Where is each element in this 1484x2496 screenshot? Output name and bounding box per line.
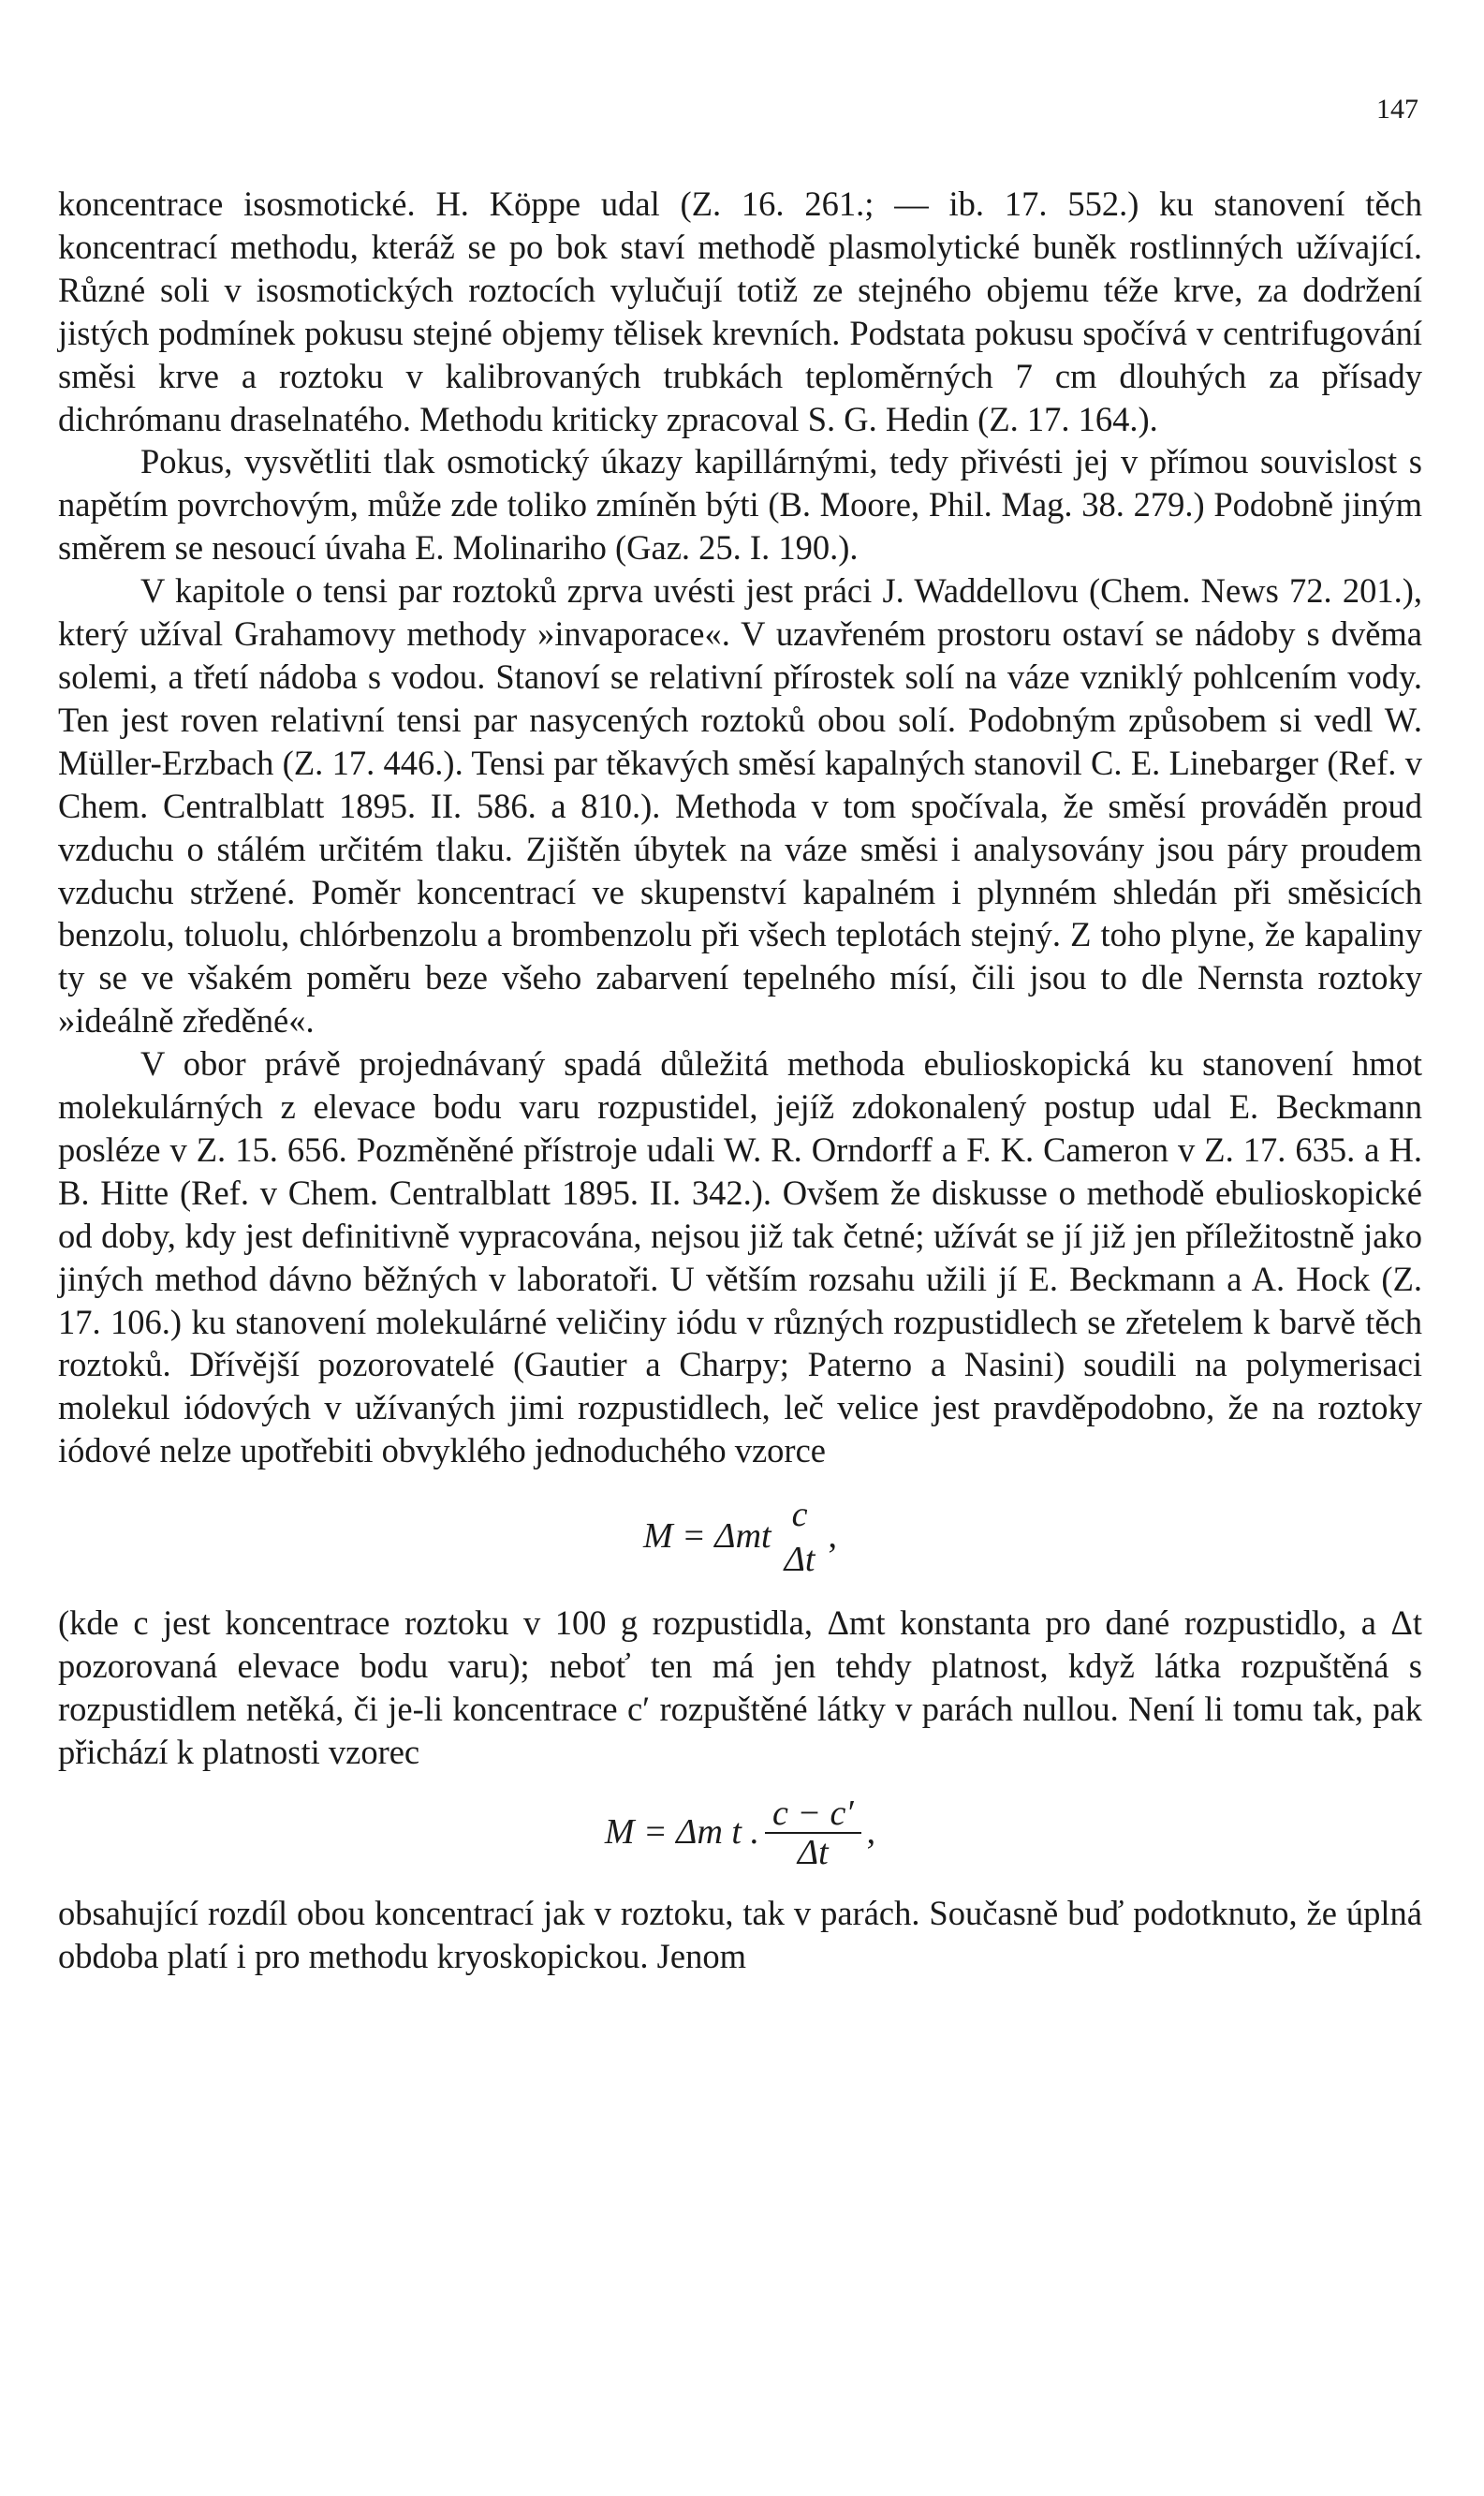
body-text — [58, 183, 1422, 1978]
formula-extended-numerator: c − c′ — [765, 1794, 861, 1834]
paragraph-3: V kapitole o tensi par roztoků zprva uvésti jest práci J. Waddellovu (Chem. News 72. 201.), který užíval Grahamovy methody »invaporace«. V uzavřeném prostoru ostaví se nádoby s dvěma solemi, a třetí nádoba s vodou. Stanoví se relativní přírostek solí na váze vzniklý pohlcením vody. Ten jest roven relativní tensi par nasycených roztoků obou solí. Podobným způsobem si vedl W. Müller-Erzbach (Z. 17. 446.). Tensi par těkavých směsí kapalných stanovil C. E. Linebarger (Ref. v Chem. Centralblatt 1895. II. 586. a 810.). Methoda v tom spočívala, že směsí prováděn proud vzduchu o stálém určitém tlaku. Zjištěn úbytek na váze směsi i analysovány jsou páry proudem vzduchu stržené. Poměr koncentrací ve skupenství kapalném i plynném shledán při směsicích benzolu, toluolu, chlórbenzolu a brombenzolu při všech teplotách stejný. Z toho plyne, že kapaliny ty se ve všakém poměru beze všeho zabarvení tepelného mísí, čili jsou to dle Nernsta roztoky »ideálně zředěné«. — [58, 571, 1422, 1041]
formula-simple — [58, 1472, 1422, 1602]
paragraph-4: V obor právě projednávaný spadá důležitá methoda ebulioskopická ku stanovení hmot molekulárných z elevace bodu varu rozpustidel, jejíž zdokonalený postup udal E. Beckmann posléze v Z. 15. 656. Pozměněné přístroje udali W. R. Orndorff a F. K. Cameron v Z. 17. 635. a H. B. Hitte (Ref. v Chem. Centralblatt 1895. II. 342.). Ovšem že diskusse o methodě ebulioskopické od doby, kdy jest definitivně vypracována, nejsou již tak četné; užívát se jí již jen příležitostně jako jiných method dávno běžných v laboratoři. U větším rozsahu užili jí E. Beckmann a A. Hock (Z. 17. 106.) ku stanovení molekulárné veličiny iódu v různých rozpustidlech se zřetelem k barvě těch roztoků. Dřívější pozorovatelé (Gautier a Charpy; Paterno a Nasini) soudili na polymerisaci molekul iódových v užívaných jimi rozpustidlech, leč velice jest pravděpodobno, že na roztoky iódové nelze upotřebiti obvyklého jednoduchého vzorce — [58, 1044, 1422, 1470]
formula-simple-fraction — [777, 1496, 823, 1578]
paragraph-1: koncentrace isosmotické. H. Köppe udal (Z. 16. 261.; — ib. 17. 552.) ku stanovení těch koncentrací methodu, kteráž se po bok staví methodě plasmolytické buněk rostlinných užívající. Různé soli v isosmotických roztocích vylučují totiž ze stejného objemu téže krve, za dodržení jistých podmínek pokusu stejné objemy tělisek krevních. Podstata pokusu spočívá v centrifugování směsi krve a roztoku v kalibrovaných trubkách teploměrných 7 cm dlouhých za přísady dichrómanu draselnatého. Methodu kriticky zpracoval S. G. Hedin (Z. 17. 164.). — [58, 185, 1422, 438]
formula-extended-denominator: Δt — [797, 1832, 829, 1872]
paragraph-2: Pokus, vysvětliti tlak osmotický úkazy kapillárnými, tedy přivésti jej v přímou souvislost s napětím povrchovým, může zde toliko zmíněn býti (B. Moore, Phil. Mag. 38. 279.) Podobně jiným směrem se nesoucí úvaha E. Molinariho (Gaz. 25. I. 190.). — [58, 442, 1422, 568]
formula-extended — [58, 1774, 1422, 1892]
page-number: 147 — [1376, 94, 1418, 125]
paragraph-6: obsahující rozdíl obou koncentrací jak v roztoku, tak v parách. Současně buď podotknuto, že úplná obdoba platí i pro methodu kryoskopickou. Jenom — [58, 1893, 1422, 1975]
formula-extended-lhs: M = Δm t . — [604, 1811, 759, 1852]
formula-simple-numerator: c — [791, 1495, 808, 1535]
formula-simple-denominator: Δt — [784, 1540, 815, 1580]
formula-extended-trailing: , — [866, 1811, 876, 1852]
paragraph-5: (kde c jest koncentrace roztoku v 100 g rozpustidla, Δmt konstanta pro dané rozpustidlo, a Δt pozorovaná elevace bodu varu); neboť ten má jen tehdy platnost, když látka rozpuštěná s rozpustidlem netěká, či je-li koncentrace c′ rozpuštěné látky v parách nullou. Není li tomu tak, pak přichází k platnosti vzorec — [58, 1603, 1422, 1771]
formula-simple-lhs: M = Δmt — [643, 1516, 771, 1557]
formula-simple-trailing: , — [828, 1516, 837, 1557]
formula-extended-fraction — [765, 1794, 861, 1871]
